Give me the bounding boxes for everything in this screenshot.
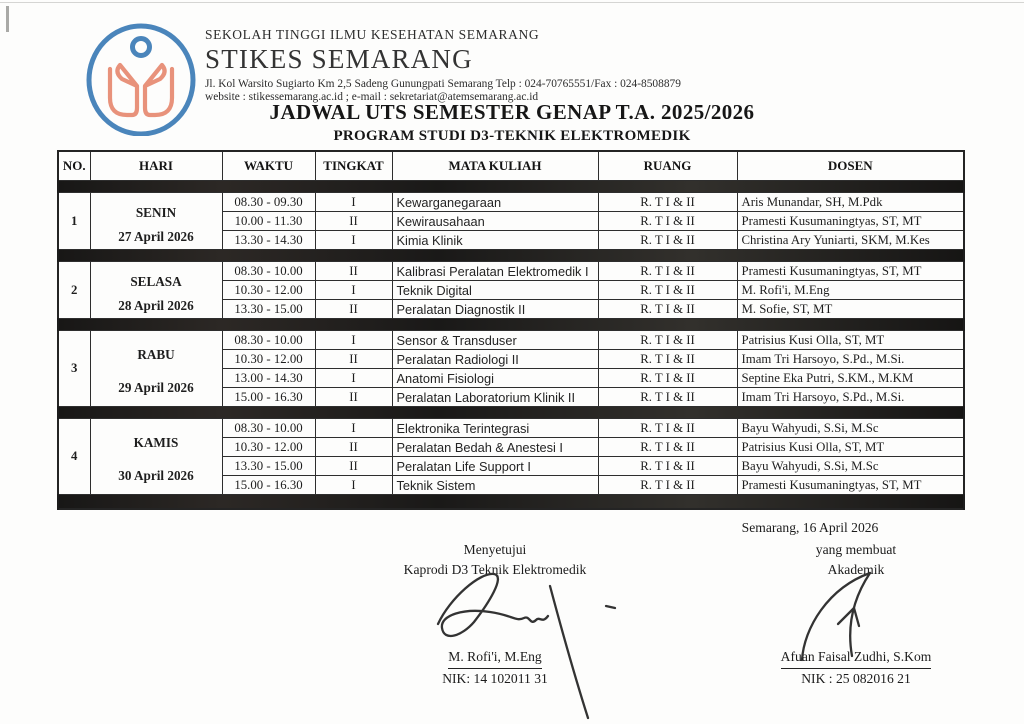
col-header-waktu: WAKTU	[222, 151, 315, 181]
tingkat-cell: I	[315, 331, 392, 350]
document-title-block	[0, 100, 1024, 145]
col-header-mata-kuliah: MATA KULIAH	[392, 151, 598, 181]
waktu-cell: 13.30 - 14.30	[222, 231, 315, 250]
day-name: RABU	[137, 347, 175, 362]
tingkat-cell: I	[315, 419, 392, 438]
separator-band	[58, 319, 964, 331]
letterhead	[205, 27, 681, 103]
ruang-cell: R. T I & II	[598, 350, 737, 369]
ruang-cell: R. T I & II	[598, 457, 737, 476]
table-header-row	[58, 151, 964, 181]
tingkat-cell: I	[315, 231, 392, 250]
waktu-cell: 08.30 - 10.00	[222, 331, 315, 350]
mata-kuliah-cell: Kewarganegaraan	[392, 193, 598, 212]
ruang-cell: R. T I & II	[598, 300, 737, 319]
mata-kuliah-cell: Sensor & Transduser	[392, 331, 598, 350]
mata-kuliah-cell: Teknik Digital	[392, 281, 598, 300]
table-row	[58, 262, 964, 281]
waktu-cell: 15.00 - 16.30	[222, 388, 315, 407]
col-header-tingkat: TINGKAT	[315, 151, 392, 181]
col-header-hari: HARI	[90, 151, 222, 181]
day-date: 30 April 2026	[118, 468, 194, 483]
institution-name: STIKES SEMARANG	[205, 44, 473, 74]
day-name: SELASA	[130, 274, 182, 289]
ruang-cell: R. T I & II	[598, 419, 737, 438]
day-cell	[90, 331, 222, 407]
dosen-cell: Bayu Wahyudi, S.Si, M.Sc	[737, 457, 964, 476]
tingkat-cell: II	[315, 438, 392, 457]
separator-band	[58, 407, 964, 419]
mata-kuliah-cell: Elektronika Terintegrasi	[392, 419, 598, 438]
tingkat-cell: I	[315, 369, 392, 388]
waktu-cell: 10.30 - 12.00	[222, 350, 315, 369]
ruang-cell: R. T I & II	[598, 212, 737, 231]
group-number: 4	[58, 419, 90, 495]
mata-kuliah-cell: Kimia Klinik	[392, 231, 598, 250]
waktu-cell: 08.30 - 10.00	[222, 419, 315, 438]
mata-kuliah-cell: Peralatan Radiologi II	[392, 350, 598, 369]
tingkat-cell: II	[315, 212, 392, 231]
group-number: 1	[58, 193, 90, 250]
day-name: SENIN	[135, 205, 177, 220]
mata-kuliah-cell: Kalibrasi Peralatan Elektromedik I	[392, 262, 598, 281]
day-date: 28 April 2026	[118, 298, 194, 313]
mata-kuliah-cell: Anatomi Fisiologi	[392, 369, 598, 388]
left-signer	[378, 647, 612, 689]
waktu-cell: 08.30 - 09.30	[222, 193, 315, 212]
group-number: 3	[58, 331, 90, 407]
dosen-cell: Imam Tri Harsoyo, S.Pd., M.Si.	[737, 350, 964, 369]
day-date: 29 April 2026	[118, 380, 194, 395]
contact-line: website : stikessemarang.ac.id ; e-mail : sekretariat@atemsemarang.ac.id	[205, 91, 539, 103]
document-title: JADWAL UTS SEMESTER GENAP T.A. 2025/2026	[269, 100, 755, 124]
right-signer	[740, 647, 972, 689]
ruang-cell: R. T I & II	[598, 388, 737, 407]
left-signer-name: M. Rofi'i, M.Eng	[448, 647, 541, 669]
mata-kuliah-cell: Peralatan Diagnostik II	[392, 300, 598, 319]
separator-band	[58, 250, 964, 262]
dosen-cell: M. Rofi'i, M.Eng	[737, 281, 964, 300]
ruang-cell: R. T I & II	[598, 231, 737, 250]
document-subtitle: PROGRAM STUDI D3-TEKNIK ELEKTROMEDIK	[333, 128, 691, 144]
waktu-cell: 13.00 - 14.30	[222, 369, 315, 388]
day-name: KAMIS	[133, 435, 179, 450]
col-header-ruang: RUANG	[598, 151, 737, 181]
mata-kuliah-cell: Peralatan Life Support I	[392, 457, 598, 476]
dosen-cell: Septine Eka Putri, S.KM., M.KM	[737, 369, 964, 388]
mata-kuliah-cell: Kewirausahaan	[392, 212, 598, 231]
left-signoff-role: Kaprodi D3 Teknik Elektromedik	[403, 562, 587, 577]
separator-band	[58, 181, 964, 193]
scan-edge-artifact	[6, 6, 9, 32]
col-header-no: NO.	[58, 151, 90, 181]
dosen-cell: M. Sofie, ST, MT	[737, 300, 964, 319]
left-signoff-pre: Menyetujui	[463, 542, 527, 557]
ruang-cell: R. T I & II	[598, 193, 737, 212]
table-row	[58, 331, 964, 350]
tingkat-cell: II	[315, 300, 392, 319]
institution-line: SEKOLAH TINGGI ILMU KESEHATAN SEMARANG	[205, 27, 540, 42]
right-signoff-pre: yang membuat	[815, 542, 897, 557]
separator-band	[58, 495, 964, 510]
dosen-cell: Patrisius Kusi Olla, ST, MT	[737, 438, 964, 457]
scan-edge-artifact	[0, 2, 1024, 3]
dosen-cell: Pramesti Kusumaningtyas, ST, MT	[737, 476, 964, 495]
waktu-cell: 10.30 - 12.00	[222, 438, 315, 457]
group-number: 2	[58, 262, 90, 319]
left-signature	[422, 568, 622, 720]
dosen-cell: Bayu Wahyudi, S.Si, M.Sc	[737, 419, 964, 438]
tingkat-cell: I	[315, 193, 392, 212]
ruang-cell: R. T I & II	[598, 438, 737, 457]
schedule-table	[57, 150, 965, 510]
waktu-cell: 15.00 - 16.30	[222, 476, 315, 495]
tingkat-cell: I	[315, 476, 392, 495]
ruang-cell: R. T I & II	[598, 262, 737, 281]
dosen-cell: Aris Munandar, SH, M.Pdk	[737, 193, 964, 212]
waktu-cell: 13.30 - 15.00	[222, 300, 315, 319]
waktu-cell: 08.30 - 10.00	[222, 262, 315, 281]
col-header-dosen: DOSEN	[737, 151, 964, 181]
address-line: Jl. Kol Warsito Sugiarto Km 2,5 Sadeng Gunungpati Semarang Telp : 024-70765551/Fax : 024-8508879	[205, 78, 681, 90]
right-signer-name: Afuan Faisal Zudhi, S.Kom	[781, 647, 932, 669]
dosen-cell: Christina Ary Yuniarti, SKM, M.Kes	[737, 231, 964, 250]
tingkat-cell: II	[315, 350, 392, 369]
waktu-cell: 10.30 - 12.00	[222, 281, 315, 300]
mata-kuliah-cell: Teknik Sistem	[392, 476, 598, 495]
dosen-cell: Imam Tri Harsoyo, S.Pd., M.Si.	[737, 388, 964, 407]
mata-kuliah-cell: Peralatan Bedah & Anestesi I	[392, 438, 598, 457]
dosen-cell: Pramesti Kusumaningtyas, ST, MT	[737, 212, 964, 231]
ruang-cell: R. T I & II	[598, 331, 737, 350]
day-cell	[90, 419, 222, 495]
ruang-cell: R. T I & II	[598, 476, 737, 495]
table-row	[58, 419, 964, 438]
left-signer-nik: NIK: 14 102011 31	[442, 671, 548, 686]
right-signoff-role: Akademik	[827, 562, 885, 577]
table-row	[58, 193, 964, 212]
day-cell	[90, 193, 222, 250]
tingkat-cell: I	[315, 281, 392, 300]
ruang-cell: R. T I & II	[598, 369, 737, 388]
dosen-cell: Pramesti Kusumaningtyas, ST, MT	[737, 262, 964, 281]
right-signer-nik: NIK : 25 082016 21	[801, 671, 911, 686]
waktu-cell: 10.00 - 11.30	[222, 212, 315, 231]
day-date: 27 April 2026	[118, 229, 194, 244]
mata-kuliah-cell: Peralatan Laboratorium Klinik II	[392, 388, 598, 407]
day-cell	[90, 262, 222, 319]
tingkat-cell: II	[315, 262, 392, 281]
place-date: Semarang, 16 April 2026	[741, 520, 879, 535]
tingkat-cell: II	[315, 457, 392, 476]
ruang-cell: R. T I & II	[598, 281, 737, 300]
dosen-cell: Patrisius Kusi Olla, ST, MT	[737, 331, 964, 350]
tingkat-cell: II	[315, 388, 392, 407]
waktu-cell: 13.30 - 15.00	[222, 457, 315, 476]
